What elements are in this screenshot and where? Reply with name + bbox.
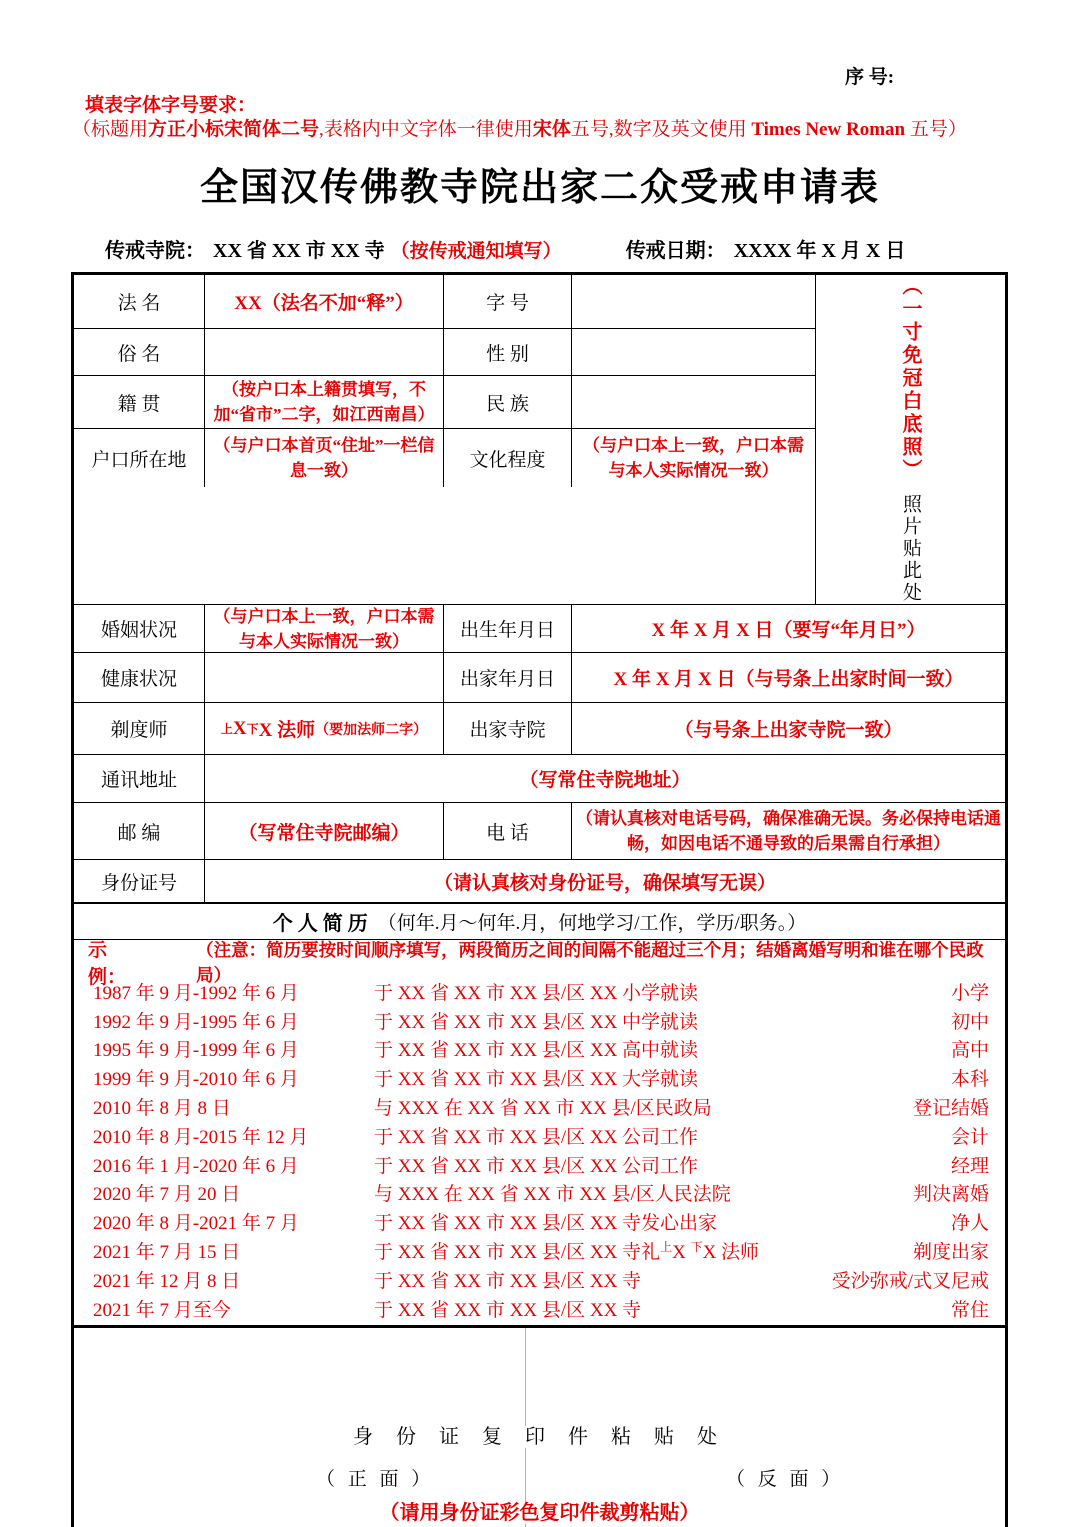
resume-period: 1992 年 9 月-1995 年 6 月 [93,1011,299,1033]
resume-description: 于 XX 省 XX 市 XX 县/区 XX 小学就读 [374,982,699,1004]
resume-period: 1995 年 9 月-1999 年 6 月 [93,1040,299,1062]
resume-description: 于 XX 省 XX 市 XX 县/区 XX 寺 [374,1270,642,1292]
idcard-front-label: （ 正 面 ） [312,1464,438,1491]
resume-row [74,1121,1005,1150]
text-segment: ,表格内中文字体一律使用 [319,119,533,140]
field-gender-value [572,329,815,375]
text-segment: Times New Roman [751,119,906,140]
ordination-temple-value: XX 省 XX 市 XX 寺 [213,240,385,262]
resume-section-header [74,904,1005,940]
font-requirement-title: 填表字体字号要求： [85,95,257,116]
text-segment: （要加法师二字） [315,722,428,738]
resume-result: 会计 [950,1126,989,1148]
resume-row [74,1006,1005,1035]
resume-section-note: （何年.月～何年.月，何地学习/工作，学历/职务。） [377,913,807,934]
resume-result: 高中 [950,1040,989,1062]
field-phone-hint: （请认真核对电话号码，确保准确无误。务必保持电话通畅，如因电话不通导致的后果需自行承担） [576,809,1001,853]
field-phone-label: 电 话 [444,803,572,859]
resume-result: 剃度出家 [912,1242,989,1264]
field-tonsure-master-value [205,703,444,754]
application-form-table [71,272,1008,1527]
field-household-label: 户口所在地 [74,429,205,487]
resume-result: 净人 [950,1213,989,1235]
field-birthdate-value: X 年 X 月 X 日（要写“年月日”） [651,620,926,641]
text-segment: X 法师 [258,720,316,741]
field-native-place-hint: （按户口本上籍贯填写，不加“省市”二字，如江西南昌） [205,376,444,428]
resume-description: 于 XX 省 XX 市 XX 县/区 XX 公司工作 [374,1155,699,1177]
field-secular-name-value [205,329,444,375]
field-courtesy-name-label: 字 号 [444,275,572,328]
text-segment: X 法师 [702,1242,760,1264]
ordination-date-value: XXXX 年 X 月 X 日 [733,240,906,262]
table-row [74,755,1005,803]
superscript-char: 下 [246,722,259,736]
resume-example-header [74,940,1005,988]
table-row [74,329,815,376]
resume-period: 2010 年 8 月 8 日 [93,1098,231,1120]
superscript-char: 上 [220,722,233,736]
resume-period: 2021 年 12 月 8 日 [93,1270,241,1292]
idcard-copy-paste-area [74,1328,1005,1527]
resume-description: 于 XX 省 XX 市 XX 县/区 XX 高中就读 [374,1040,699,1062]
resume-example-label: 示例： [88,940,127,988]
table-row [74,429,815,487]
resume-row [74,1179,1005,1208]
table-row [74,605,1005,653]
resume-period: 2010 年 8 月-2015 年 12 月 [93,1126,309,1148]
resume-result: 判决离婚 [912,1184,989,1206]
serial-number-label: 序 号: [845,67,895,88]
field-courtesy-name-value [572,275,815,328]
field-id-number-label: 身份证号 [74,860,205,902]
resume-period: 2021 年 7 月至今 [93,1299,231,1321]
field-health-label: 健康状况 [74,653,205,702]
resume-row [74,1063,1005,1092]
resume-row [74,1207,1005,1236]
field-gender-label: 性 别 [444,329,572,375]
resume-description [374,1237,913,1264]
resume-description: 与 XXX 在 XX 省 XX 市 XX 县/区民政局 [374,1098,712,1120]
resume-example-block [74,940,1005,1328]
resume-period: 2020 年 8 月-2021 年 7 月 [93,1213,299,1235]
resume-row [74,1265,1005,1294]
resume-result: 小学 [950,982,989,1004]
ordination-temple-hint: （按传戒通知填写） [390,241,562,262]
superscript-char: 上 [660,1240,673,1255]
resume-period: 1987 年 9 月-1992 年 6 月 [93,982,299,1004]
field-household-hint: （与户口本首页“住址”一栏信息一致） [205,429,444,487]
field-health-value [205,653,444,702]
resume-example-note: （注意：简历要按时间顺序填写，两段简历之间的间隔不能超过三个月；结婚离婚写明和谁在哪个民政局） [196,940,984,985]
resume-result: 本科 [950,1069,989,1091]
photo-spec-hint: （一寸免冠白底照） [899,275,921,482]
resume-description: 于 XX 省 XX 市 XX 县/区 XX 寺 [374,1299,642,1321]
field-renunciation-date-label: 出家年月日 [444,653,572,702]
resume-result: 初中 [950,1011,989,1033]
field-home-temple-label: 出家寺院 [444,703,572,754]
text-segment: 于 XX 省 XX 市 XX 县/区 XX 寺礼 [374,1242,661,1264]
text-segment: 宋体 [532,119,571,140]
font-requirement-line [72,114,967,141]
field-marital-label: 婚姻状况 [74,605,205,652]
resume-row [74,1294,1005,1323]
resume-period: 1999 年 9 月-2010 年 6 月 [93,1069,299,1091]
ordination-date-label: 传戒日期： [625,240,726,262]
field-birthdate-label: 出生年月日 [444,605,572,652]
ordination-header-row [105,234,975,263]
table-row [74,703,1005,755]
resume-result: 受沙弥戒/式叉尼戒 [831,1270,989,1292]
field-postcode-hint: （写常住寺院邮编） [205,803,444,859]
superscript-char: 下 [690,1240,703,1255]
table-row [74,275,815,329]
field-home-temple-hint: （与号条上出家寺院一致） [674,720,903,741]
field-tonsure-master-label: 剃度师 [74,703,205,754]
idcard-area-title: 身 份 证 复 印 件 粘 贴 处 [74,1420,1005,1449]
resume-period: 2021 年 7 月 15 日 [93,1242,241,1264]
field-native-place-label: 籍 贯 [74,376,205,428]
resume-row [74,1092,1005,1121]
idcard-paste-note: （请用身份证彩色复印件裁剪粘贴） [74,1496,1005,1525]
resume-description: 于 XX 省 XX 市 XX 县/区 XX 公司工作 [374,1126,699,1148]
field-mailing-address-hint: （写常住寺院地址） [519,770,691,791]
resume-result: 经理 [950,1155,989,1177]
field-renunciation-date-value: X 年 X 月 X 日（与号条上出家时间一致） [613,669,964,690]
resume-description: 于 XX 省 XX 市 XX 县/区 XX 大学就读 [374,1069,699,1091]
field-education-hint: （与户口本上一致，户口本需与本人实际情况一致） [583,436,804,480]
field-mailing-address-label: 通讯地址 [74,755,205,802]
resume-description: 于 XX 省 XX 市 XX 县/区 XX 中学就读 [374,1011,699,1033]
resume-description: 于 XX 省 XX 市 XX 县/区 XX 寺发心出家 [374,1213,718,1235]
table-row [74,803,1005,860]
resume-rows [74,977,1005,1323]
page-title: 全国汉传佛教寺院出家二众受戒申请表 [199,167,880,209]
text-segment: X [232,717,247,739]
table-top-section [74,275,1005,605]
field-postcode-label: 邮 编 [74,803,205,859]
field-dharma-name-label: 法 名 [74,275,205,328]
resume-description: 与 XXX 在 XX 省 XX 市 XX 县/区人民法院 [374,1184,731,1206]
resume-row [74,1150,1005,1179]
text-segment: 方正小标宋简体二号 [148,119,320,140]
field-ethnicity-label: 民 族 [444,376,572,428]
text-segment: （标题用 [72,119,149,140]
resume-row [74,977,1005,1006]
text-segment: 五号） [905,119,967,140]
table-row [74,860,1005,904]
field-secular-name-label: 俗 名 [74,329,205,375]
resume-result: 常住 [950,1299,989,1321]
field-id-number-hint: （请认真核对身份证号，确保填写无误） [433,872,776,894]
resume-period: 2016 年 1 月-2020 年 6 月 [93,1155,299,1177]
field-ethnicity-value [572,376,815,428]
field-marital-hint: （与户口本上一致，户口本需与本人实际情况一致） [205,605,444,652]
table-row [74,376,815,429]
resume-row [74,1236,1005,1265]
photo-paste-area [816,275,1005,604]
table-row [74,653,1005,703]
field-dharma-name-value: XX（法名不加“释”） [205,275,444,328]
text-segment: X [672,1242,691,1264]
resume-result: 登记结婚 [912,1098,989,1120]
resume-row [74,1035,1005,1064]
resume-period: 2020 年 7 月 20 日 [93,1184,241,1206]
field-education-label: 文化程度 [444,429,572,487]
text-segment: 五号,数字及英文使用 [570,119,752,140]
resume-section-title: 个 人 简 历 [272,913,368,935]
idcard-back-label: （ 反 面 ） [722,1464,848,1491]
photo-paste-label: 照片贴此处 [900,494,921,604]
ordination-temple-label: 传戒寺院： [105,240,205,262]
